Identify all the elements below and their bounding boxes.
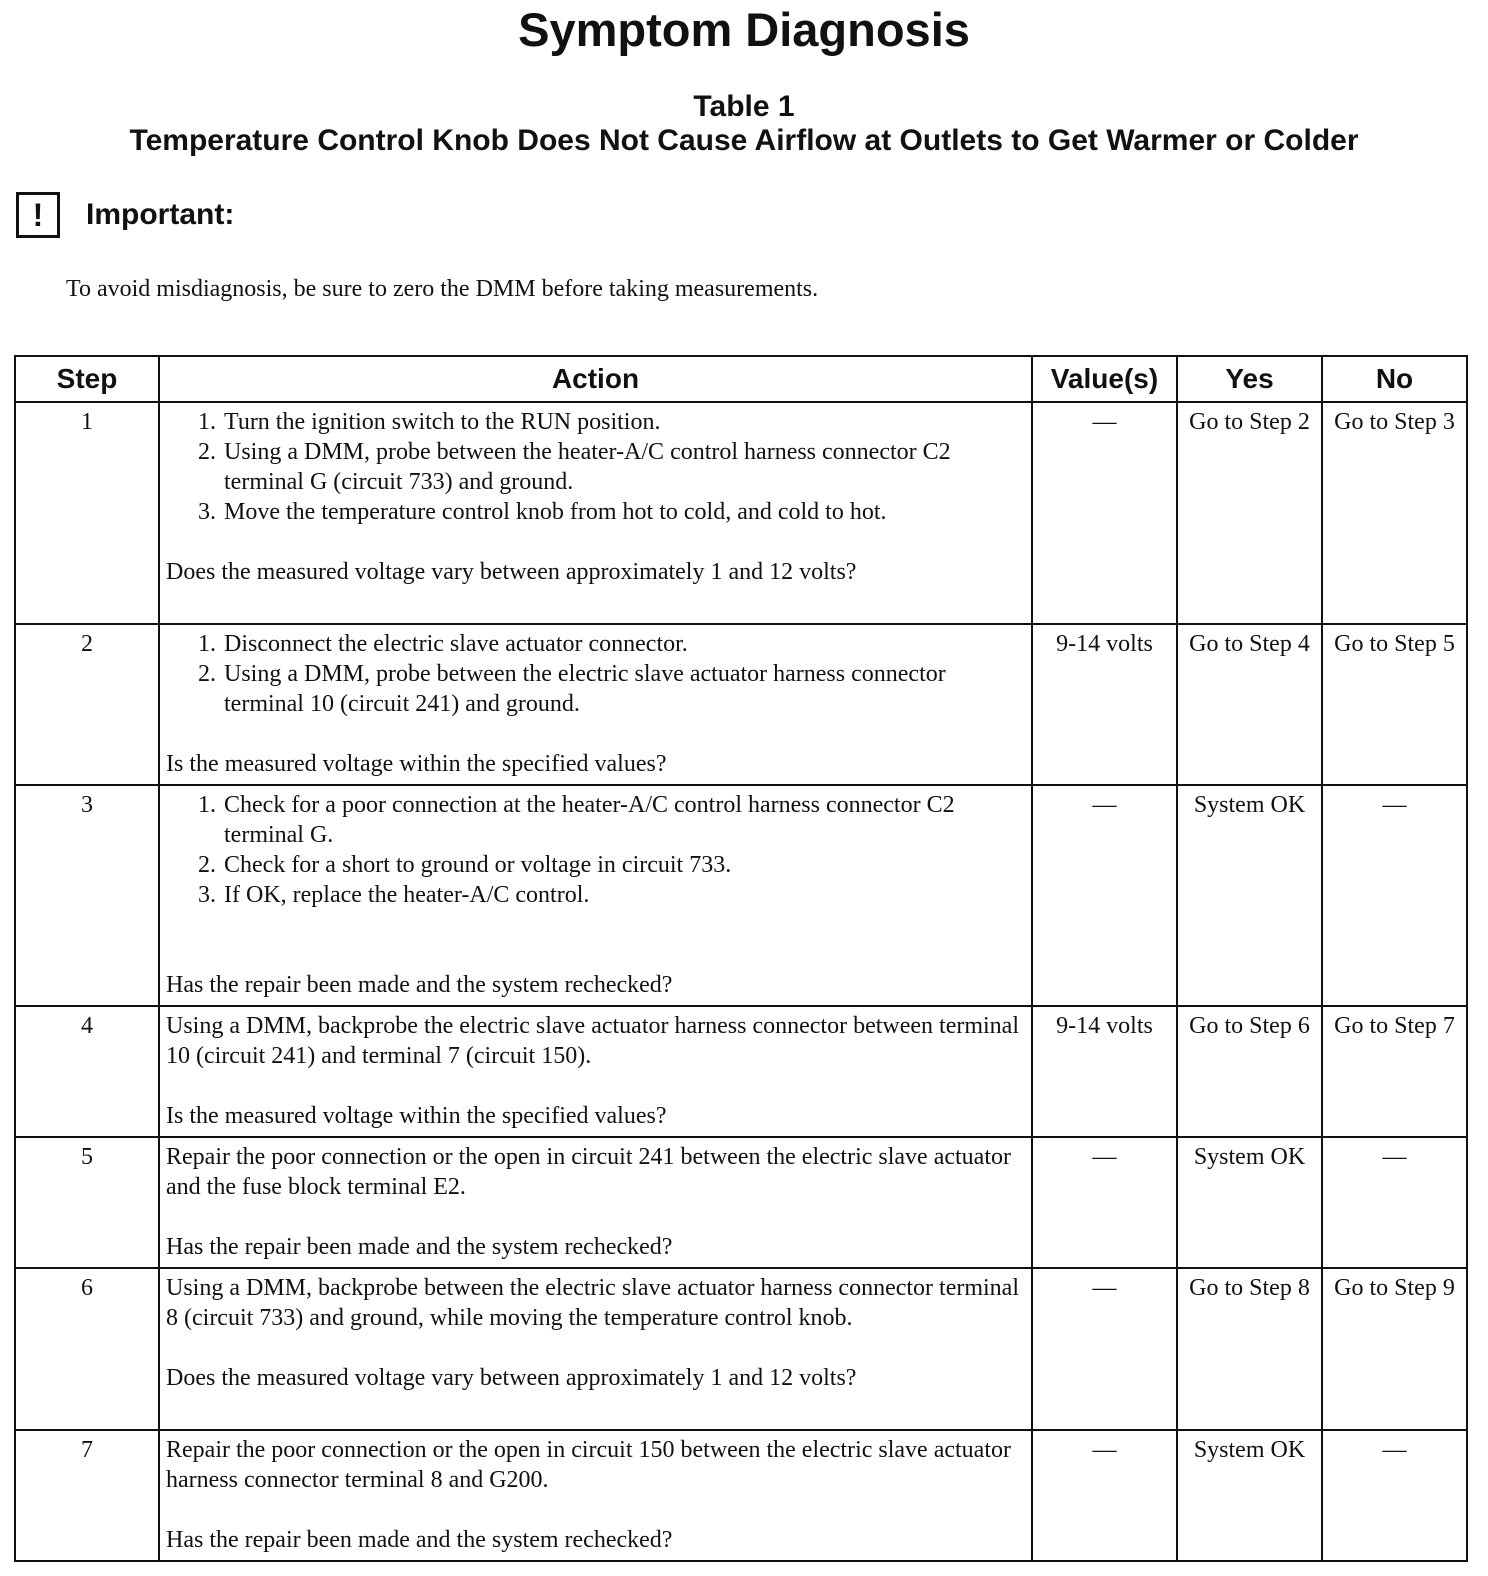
action-question: Has the repair been made and the system rechecked? [166,972,673,998]
action-cell [159,785,1032,1006]
header-values: Value(s) [1032,356,1177,402]
action-question: Has the repair been made and the system rechecked? [166,1234,673,1260]
values-cell: 9-14 volts [1032,1006,1177,1137]
action-step: 1. Check for a poor connection at the heater-A/C control harness connector C2 terminal G. [222,790,1025,850]
header-yes: Yes [1177,356,1322,402]
step-cell: 1 [15,402,159,624]
no-cell: Go to Step 7 [1322,1006,1467,1137]
action-text: Using a DMM, backprobe between the electric slave actuator harness connector terminal 8 (circuit 733) and ground, while moving the temperature control knob. [166,1275,1019,1331]
action-cell [159,624,1032,785]
action-step: 2. Check for a short to ground or voltage in circuit 733. [222,850,1025,880]
step-cell: 7 [15,1430,159,1561]
no-cell: — [1322,785,1467,1006]
page-title: Symptom Diagnosis [518,3,970,56]
action-step: 3. If OK, replace the heater-A/C control. [222,880,1025,910]
yes-cell: System OK [1177,785,1322,1006]
no-cell: — [1322,1137,1467,1268]
action-question: Does the measured voltage vary between approximately 1 and 12 volts? [166,1365,857,1391]
action-cell [159,1006,1032,1137]
no-cell: Go to Step 9 [1322,1268,1467,1430]
table-row [15,785,1467,1006]
table-label: Table 1 [693,90,795,123]
no-cell: Go to Step 5 [1322,624,1467,785]
action-question: Does the measured voltage vary between approximately 1 and 12 volts? [166,559,857,585]
action-text: Using a DMM, backprobe the electric slave actuator harness connector between terminal 10 (circuit 241) and terminal 7 (circuit 150). [166,1013,1019,1069]
table-row [15,402,1467,624]
action-steps [166,629,1025,719]
values-cell: — [1032,402,1177,624]
action-cell [159,1268,1032,1430]
step-cell: 4 [15,1006,159,1137]
table-row [15,1430,1467,1561]
table-row [15,624,1467,785]
important-callout [16,192,234,238]
action-step: 1. Turn the ignition switch to the RUN position. [222,407,1025,437]
action-cell [159,1430,1032,1561]
action-cell [159,402,1032,624]
header-no: No [1322,356,1467,402]
important-label: Important: [86,198,235,231]
table-row [15,1006,1467,1137]
action-step: 2. Using a DMM, probe between the electric slave actuator harness connector terminal 10 (circuit 241) and ground. [222,659,1025,719]
important-note: To avoid misdiagnosis, be sure to zero the DMM before taking measurements. [66,276,819,302]
no-cell: — [1322,1430,1467,1561]
step-cell: 2 [15,624,159,785]
yes-cell: System OK [1177,1430,1322,1561]
yes-cell: System OK [1177,1137,1322,1268]
action-step: 3. Move the temperature control knob from hot to cold, and cold to hot. [222,497,1025,527]
action-steps [166,790,1025,910]
header-action: Action [159,356,1032,402]
important-icon: ! [16,192,60,238]
action-question: Is the measured voltage within the specified values? [166,751,667,777]
values-cell: — [1032,785,1177,1006]
action-question: Has the repair been made and the system rechecked? [166,1527,673,1553]
yes-cell: Go to Step 2 [1177,402,1322,624]
action-steps [166,407,1025,527]
values-cell: — [1032,1137,1177,1268]
values-cell: 9-14 volts [1032,624,1177,785]
values-cell: — [1032,1430,1177,1561]
header-step: Step [15,356,159,402]
yes-cell: Go to Step 4 [1177,624,1322,785]
action-question: Is the measured voltage within the specified values? [166,1103,667,1129]
action-text: Repair the poor connection or the open in circuit 241 between the electric slave actuator and the fuse block terminal E2. [166,1144,1011,1200]
table-row [15,1137,1467,1268]
values-cell: — [1032,1268,1177,1430]
action-step: 2. Using a DMM, probe between the heater-A/C control harness connector C2 terminal G (circuit 733) and ground. [222,437,1025,497]
step-cell: 3 [15,785,159,1006]
action-text: Repair the poor connection or the open in circuit 150 between the electric slave actuator harness connector terminal 8 and G200. [166,1437,1011,1493]
yes-cell: Go to Step 8 [1177,1268,1322,1430]
step-cell: 6 [15,1268,159,1430]
step-cell: 5 [15,1137,159,1268]
diagnosis-table [14,355,1468,1562]
yes-cell: Go to Step 6 [1177,1006,1322,1137]
table-header-row [15,356,1467,402]
table-row [15,1268,1467,1430]
no-cell: Go to Step 3 [1322,402,1467,624]
action-cell [159,1137,1032,1268]
action-step: 1. Disconnect the electric slave actuator connector. [222,629,1025,659]
table-title: Temperature Control Knob Does Not Cause Airflow at Outlets to Get Warmer or Colder [129,124,1359,157]
